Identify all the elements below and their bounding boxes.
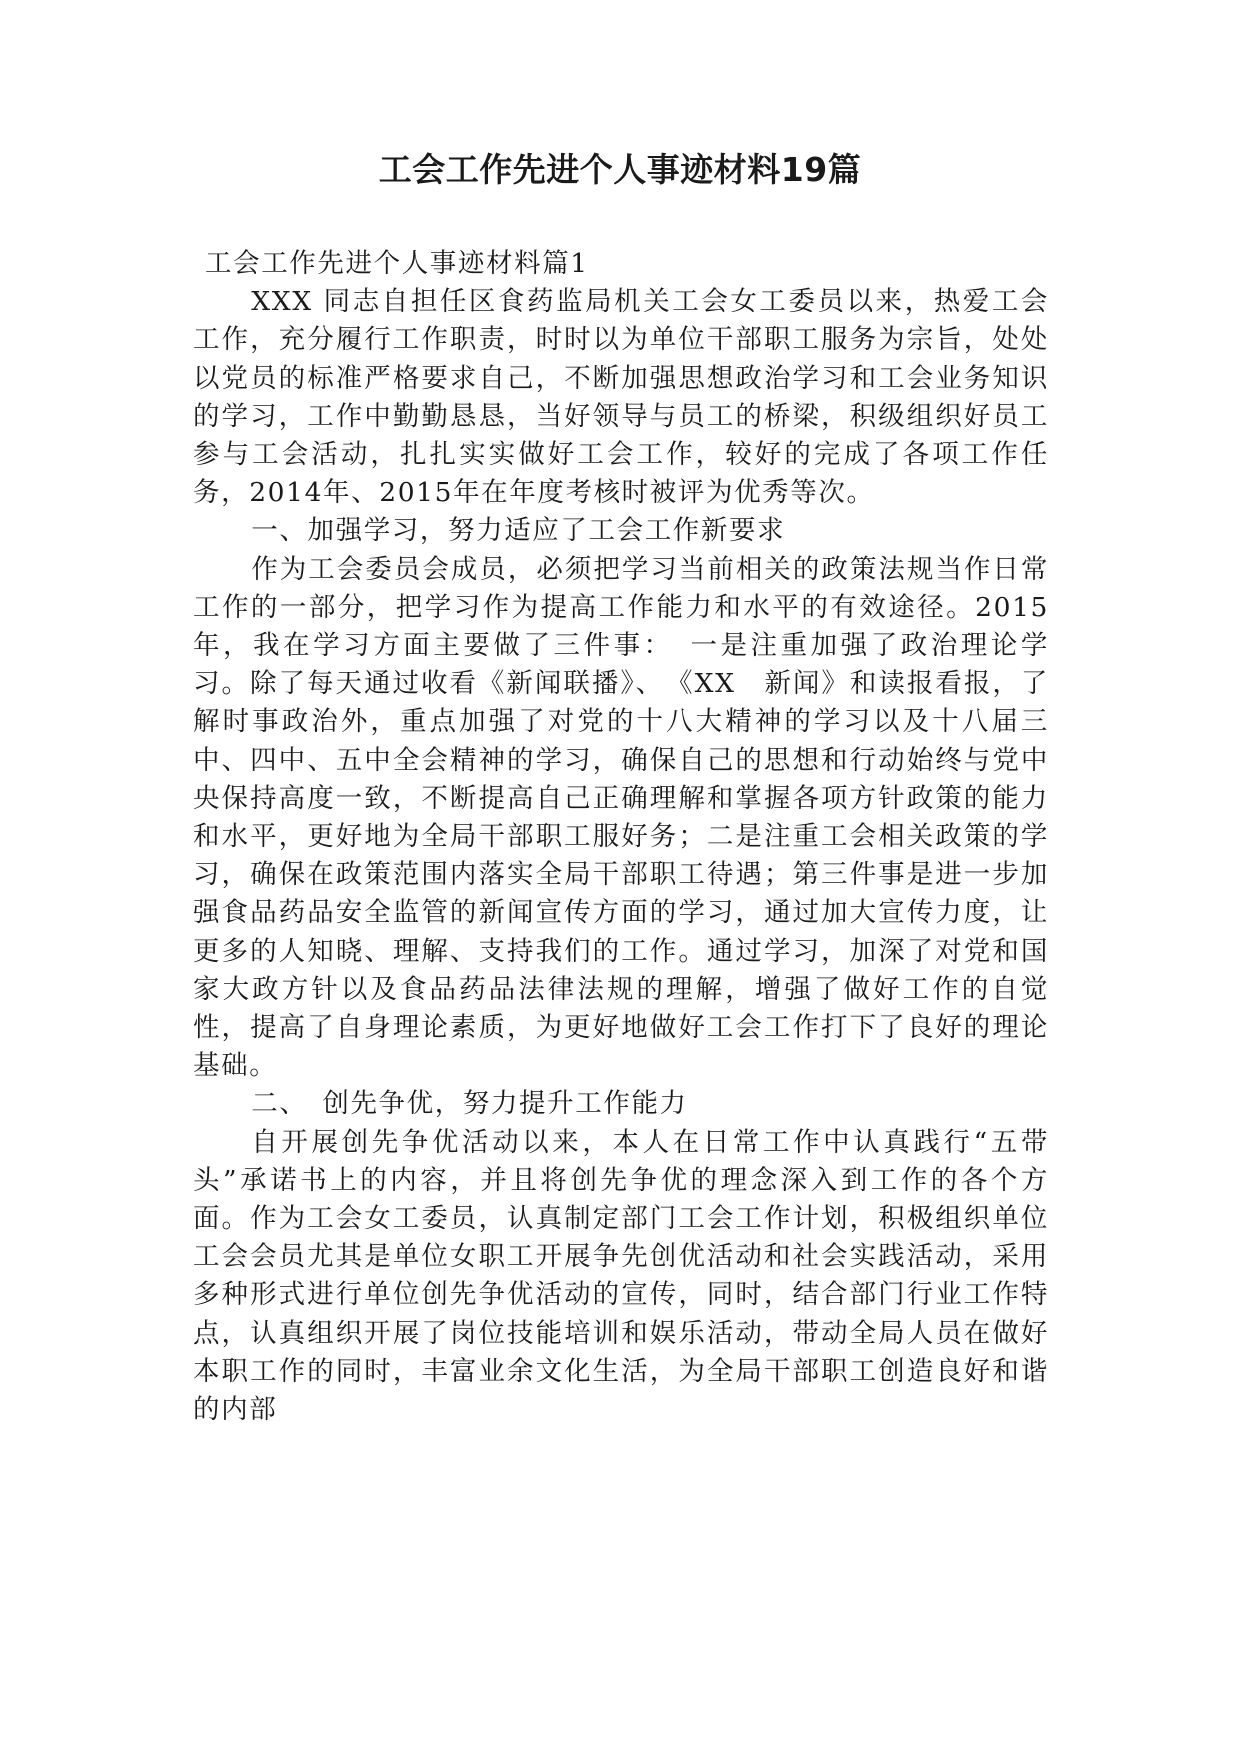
section-title: 工会工作先进个人事迹材料篇1 — [205, 248, 589, 279]
heading-excellence: 二、 创先争优，努力提升工作能力 — [251, 1088, 688, 1120]
paragraph-study: 作为工会委员会成员，必须把学习当前相关的政策法规当作日常工作的一部分，把学习作为提高工作能力和水平的有效途径。2015年，我在学习方面主要做了三件事： 一是注重加强了政治理论学习。除了每天通过收看《新闻联播》、 《XX 新闻》和读报看报，了解时事政治外，重点加强了对党的十八大精神的学习以及十八届三中、四中、五中全会精神的学习，确保自己的思想和行动始终与党中央保持高度一致，不断提高自己正确理解和掌握各项方针政策的能力和水平，更好地为全局干部职工服好务；二是注重工会相关政策的学习，确保在政策范围内落实全局干部职工待遇；第三件事是进一步加强食品药品安全监管的新闻宣传方面的学习，通过加大宣传力度，让更多的人知晓、理解、支持我们的工作。通过学习，加深了对党和国家大政方针以及食品药品法律法规的理解，增强了做好工作的自觉性，提高了自身理论素质，为更好地做好工会工作打下了良好的理论基础。 — [193, 553, 1049, 1082]
paragraph-excellence: 自开展创先争优活动以来，本人在日常工作中认真践行“五带头”承诺书上的内容，并且将创先争优的理念深入到工作的各个方面。作为工会女工委员，认真制定部门工会工作计划，积极组织单位工会会员尤其是单位女职工开展争先创优活动和社会实践活动，采用多种形式进行单位创先争优活动的宣传，同时，结合部门行业工作特点，认真组织开展了岗位技能培训和娱乐活动，带动全局人员在做好本职工作的同时，丰富业余文化生活，为全局干部职工创造良好和谐的内部 — [193, 1126, 1049, 1426]
document-title: 工会工作先进个人事迹材料19篇 — [378, 150, 862, 189]
paragraph-intro: XXX 同志自担任区食药监局机关工会女工委员以来，热爱工会工作，充分履行工作职责，时时以为单位干部职工服务为宗旨，处处以党员的标准严格要求自己，不断加强思想政治学习和工会业务知识的学习，工作中勤勤恳恳，当好领导与员工的桥梁，积级组织好员工参与工会活动，扎扎实实做好工会工作，较好的完成了各项工作任务，2014年、2015年在年度考核时被评为优秀等次。 — [193, 286, 1049, 509]
heading-study: 一、加强学习，努力适应了工会工作新要求 — [251, 515, 786, 547]
document-body — [193, 245, 1049, 1429]
